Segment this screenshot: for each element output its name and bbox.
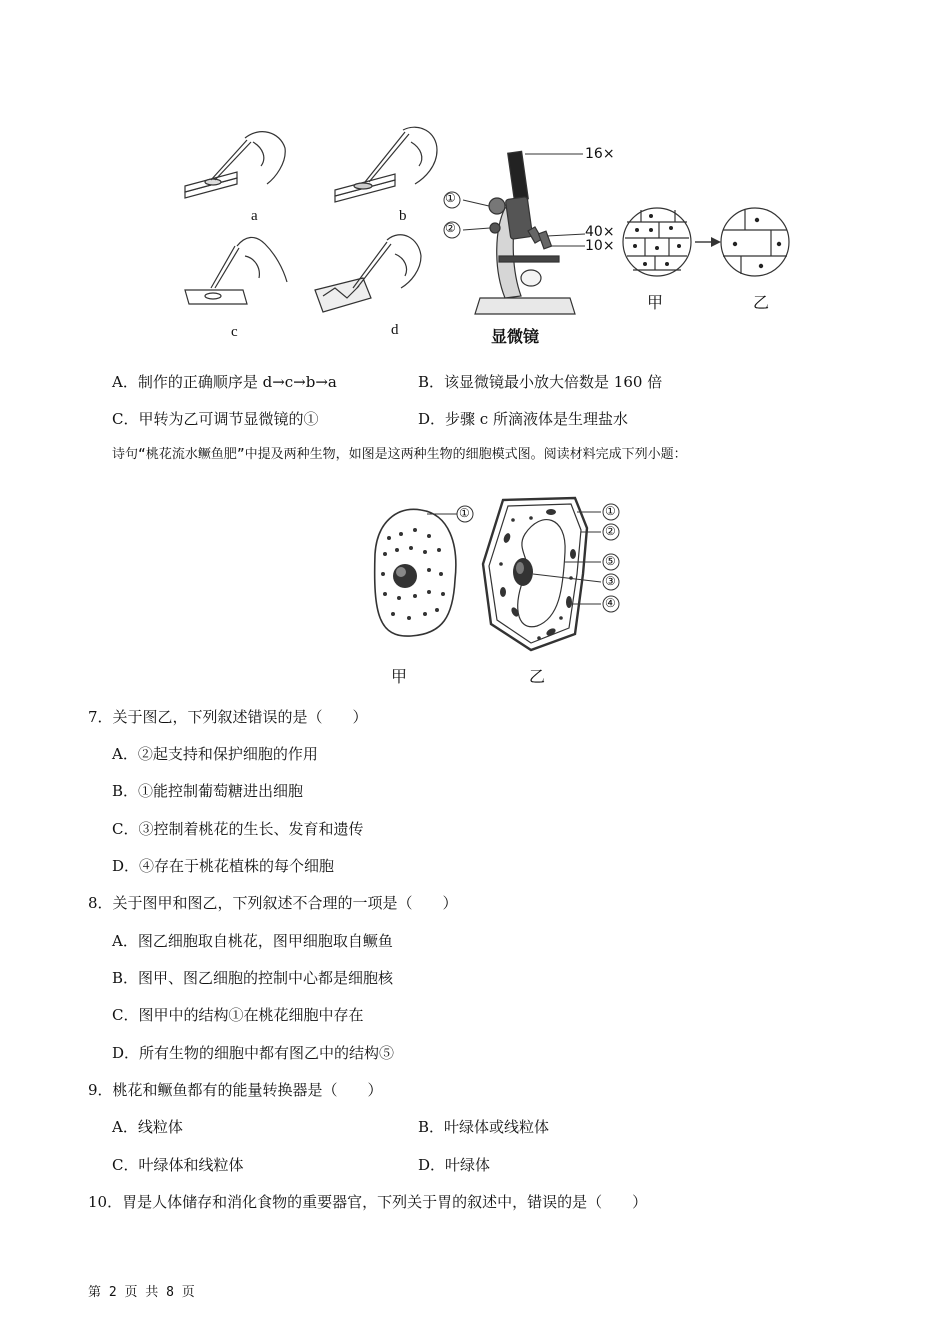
q6-option-d: D．步骤 c 所滴液体是生理盐水 [418, 410, 628, 428]
q9-option-c: C．叶绿体和线粒体 [112, 1156, 244, 1174]
step-a-drawing [185, 132, 285, 198]
view-yi-label: 乙 [753, 293, 770, 312]
q9-stem: 9．桃花和鳜鱼都有的能量转换器是（ ） [88, 1081, 383, 1099]
plant-cell-label-1: ① [605, 504, 616, 518]
q8-option-c: C．图甲中的结构①在桃花细胞中存在 [112, 1006, 364, 1024]
plant-cell-label-5: ⑤ [605, 554, 616, 568]
plant-cell-label-2: ② [605, 524, 616, 538]
step-a-label: a [251, 208, 258, 224]
eyepiece-magnification-label: 16× [585, 146, 615, 162]
figure-cell-models [355, 494, 645, 684]
step-b-label: b [399, 208, 407, 224]
microscope-caption: 显微镜 [491, 327, 540, 346]
figure-slide-preparation-and-microscope [175, 118, 795, 350]
q7-option-c: C．③控制着桃花的生长、发育和遗传 [112, 820, 364, 838]
q10-stem: 10．胃是人体储存和消化食物的重要器官，下列关于胃的叙述中，错误的是（ ） [88, 1193, 648, 1211]
q7-option-a: A．②起支持和保护细胞的作用 [112, 745, 318, 763]
microscope-view-jia [623, 208, 691, 276]
plant-cell-caption: 乙 [529, 667, 546, 686]
plant-cell-label-3: ③ [605, 574, 616, 588]
animal-cell-label-1: ① [459, 506, 470, 520]
q6-option-b: B．该显微镜最小放大倍数是 160 倍 [418, 373, 663, 391]
q7-option-d: D．④存在于桃花植株的每个细胞 [112, 857, 335, 875]
microscope-drawing [475, 151, 575, 314]
step-c-label: c [231, 324, 238, 340]
figure1-svg [175, 118, 795, 350]
knob-label-2: ② [445, 221, 456, 235]
microscope-view-yi [721, 208, 789, 276]
q7-option-b: B．①能控制葡萄糖进出细胞 [112, 782, 304, 800]
objective-10x-label: 10× [585, 238, 615, 254]
step-d-drawing [315, 235, 421, 312]
q8-option-d: D．所有生物的细胞中都有图乙中的结构⑤ [112, 1044, 395, 1062]
page-footer: 第 2 页 共 8 页 [88, 1285, 195, 1300]
q8-option-b: B．图甲、图乙细胞的控制中心都是细胞核 [112, 969, 394, 987]
q6-option-c: C．甲转为乙可调节显微镜的① [112, 410, 319, 428]
q9-option-d: D．叶绿体 [418, 1156, 491, 1174]
objective-40x-label: 40× [585, 224, 615, 240]
figure2-svg [355, 494, 645, 654]
step-b-drawing [335, 127, 437, 202]
plant-cell [483, 498, 619, 650]
step-c-drawing [185, 237, 287, 304]
q9-option-b: B．叶绿体或线粒体 [418, 1118, 550, 1136]
material-intro: 诗句“桃花流水鳜鱼肥”中提及两种生物，如图是这两种生物的细胞模式图。阅读材料完成下列小题： [112, 447, 687, 462]
animal-cell [375, 506, 473, 636]
knob-label-1: ① [445, 191, 456, 205]
q6-option-a: A．制作的正确顺序是 d→c→b→a [112, 373, 337, 391]
plant-cell-label-4: ④ [605, 596, 616, 610]
q7-stem: 7．关于图乙，下列叙述错误的是（ ） [88, 708, 368, 726]
step-d-label: d [391, 322, 399, 338]
q9-option-a: A．线粒体 [112, 1118, 183, 1136]
q8-stem: 8．关于图甲和图乙，下列叙述不合理的一项是（ ） [88, 894, 458, 912]
animal-cell-caption: 甲 [391, 667, 408, 686]
view-jia-label: 甲 [647, 293, 664, 312]
arrow-jia-to-yi [695, 237, 721, 247]
q8-option-a: A．图乙细胞取自桃花，图甲细胞取自鳜鱼 [112, 932, 393, 950]
